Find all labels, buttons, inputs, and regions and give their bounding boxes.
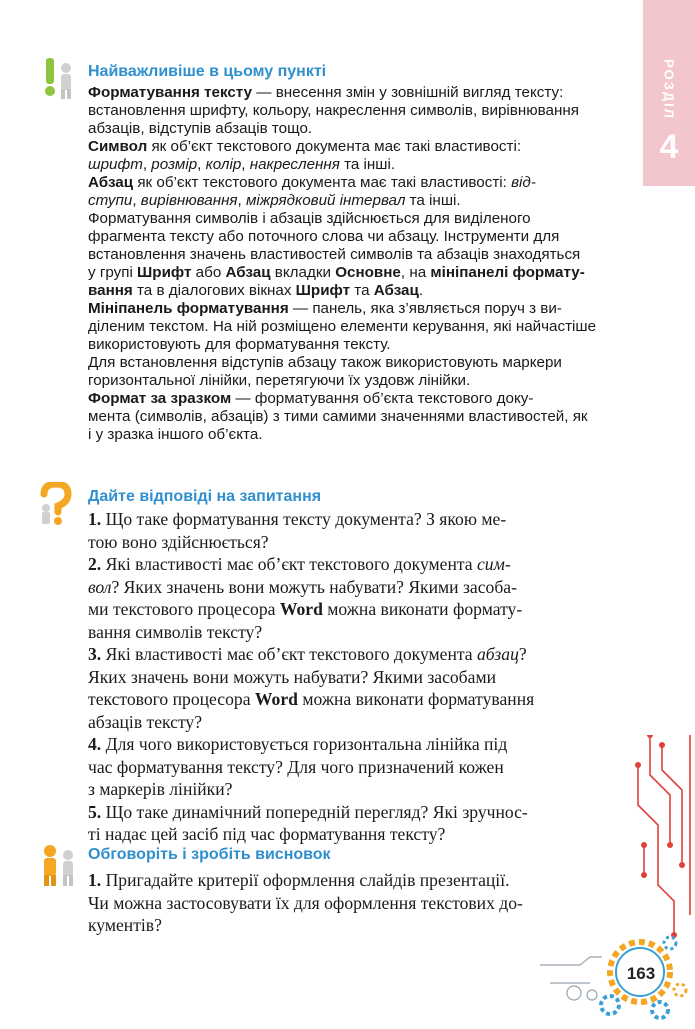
text-line: встановлення шрифту, кольору, накреслення символів, вирівнювання: [88, 102, 579, 119]
text-line: Абзац як об’єкт текстового документа має такі властивості: від-: [88, 174, 536, 191]
exclamation-figure-icon: [40, 56, 78, 100]
discuss-text: [88, 869, 636, 937]
text-line: ми текстового процесора Word можна виконати формату-: [88, 599, 523, 619]
text-line: абзаців тексту?: [88, 711, 203, 732]
text-line: 1. Що таке форматування тексту документа? З якою ме-: [88, 509, 507, 529]
key-points-text: [88, 84, 636, 444]
text-line: час форматування тексту? Для чого призначений кожен: [88, 756, 504, 777]
text-line: 5. Що таке динамічний попередній перегляд? Які зручнос-: [88, 801, 528, 822]
text-line: використовують для форматування тексту.: [88, 336, 391, 353]
text-line: встановлення значень властивостей символів та абзаців знаходяться: [88, 246, 581, 263]
section-title-questions: Дайте відповіді на запитання: [88, 488, 322, 505]
text-line: Яких значень вони можуть набувати? Якими засобами: [88, 666, 496, 687]
text-line: Формат за зразком — форматування об’єкта текстового доку-: [88, 390, 534, 407]
text-line: вання символів тексту?: [88, 621, 263, 642]
text-line: шрифт, розмір, колір, накреслення та інші.: [88, 156, 396, 173]
text-line: Чи можна застосовувати їх для оформлення текстових до-: [88, 892, 523, 913]
text-line: 1. Пригадайте критерії оформлення слайдів презентації.: [88, 870, 510, 890]
question-figure-icon: [36, 482, 80, 526]
text-line: 3. Які властивості має об’єкт текстового документа абзац?: [88, 644, 527, 664]
questions-text: [88, 508, 636, 846]
text-line: ступи, вирівнювання, міжрядковий інтервал та інші.: [88, 192, 461, 209]
text-line: ті надає цей засіб під час форматування тексту?: [88, 824, 446, 844]
text-line: Символ як об’єкт текстового документа має такі властивості:: [88, 138, 522, 155]
chapter-tab-number: 4: [659, 128, 679, 166]
text-line: діленим текстом. На ній розміщено елементи керування, які найчастіше: [88, 318, 597, 335]
text-line: 4. Для чого використовується горизонтальна лінійка під: [88, 734, 508, 754]
text-line: вання та в діалогових вікнах Шрифт та Абзац.: [88, 282, 424, 299]
text-line: і у зразка іншого об’єкта.: [88, 426, 263, 443]
section-title-discuss: Обговоріть і зробіть висновок: [88, 846, 331, 863]
text-line: Форматування символів і абзаців здійснюється для виділеного: [88, 210, 531, 227]
text-line: 2. Які властивості має об’єкт текстового документа сим-: [88, 554, 511, 574]
chapter-tab-word: РОЗДІЛ: [661, 59, 677, 120]
text-line: вол? Яких значень вони можуть набувати? Якими засоба-: [88, 576, 517, 597]
text-line: тою воно здійснюється?: [88, 531, 269, 552]
text-line: Мініпанель форматування — панель, яка з’являється поруч з ви-: [88, 300, 562, 317]
gears-decoration: [540, 935, 695, 1029]
text-line: горизонтальної лінійки, перетягуючи їх уздовж лінійки.: [88, 372, 471, 389]
section-title-key-points: Найважливіше в цьому пункті: [88, 63, 327, 80]
text-line: фрагмента тексту або поточного слова чи абзацу. Інструменти для: [88, 228, 560, 245]
circuit-decoration: [630, 735, 695, 965]
text-line: Форматування тексту — внесення змін у зовнішній вигляд тексту:: [88, 84, 564, 101]
text-line: мента (символів, абзаців) з тими самими значеннями властивостей, як: [88, 408, 588, 425]
text-line: абзаців, відступів абзаців тощо.: [88, 120, 313, 137]
text-line: Для встановлення відступів абзацу також використовують маркери: [88, 354, 562, 371]
page-number: 163: [626, 964, 656, 983]
text-line: текстового процесора Word можна виконати форматування: [88, 689, 535, 709]
text-line: у групі Шрифт або Абзац вкладки Основне, на мініпанелі формату-: [88, 264, 585, 281]
discussion-figures-icon: [38, 842, 82, 888]
text-line: з маркерів лінійки?: [88, 779, 233, 799]
text-line: кументів?: [88, 915, 162, 935]
